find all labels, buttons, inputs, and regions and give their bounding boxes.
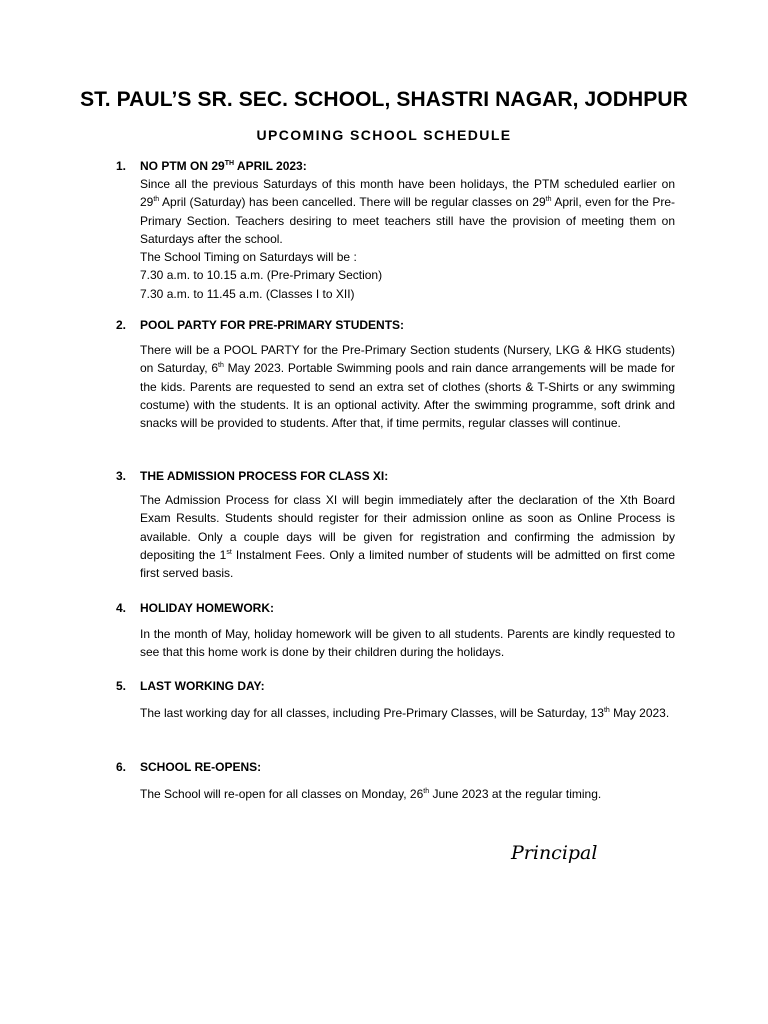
section-heading: HOLIDAY HOMEWORK: — [140, 601, 275, 615]
section-body — [140, 175, 675, 303]
section-body: The last working day for all classes, including Pre-Primary Classes, will be Saturday, 13th May 2023. — [140, 706, 670, 720]
principal-signature: Principal — [511, 842, 598, 864]
section-body: There will be a POOL PARTY for the Pre-Primary Section students (Nursery, LKG & HKG students) on Saturday, 6th May 2023. Portable Swimming pools and rain dance arrangements will be made for the kids. Parents are requested to send an extra set of clothes (shorts & T-Shirts or any swimming costume) with the students. It is an optional activity. After the swimming programme, soft drink and snacks will be provided to students. After that, if time permits, regular classes will continue. — [140, 343, 675, 431]
school-title: ST. PAUL’S SR. SEC. SCHOOL, SHASTRI NAGAR, JODHPUR — [80, 88, 688, 111]
section-number: 3. — [116, 469, 127, 483]
paragraph: Since all the previous Saturdays of this month have been holidays, the PTM scheduled earlier on 29th April (Saturday) has been cancelled. There will be regular classes on 29th April, even for the Pre-Primary Section. Teachers desiring to meet teachers still have the provision of meeting them on Saturdays after the school. — [140, 177, 675, 246]
section-number: 1. — [116, 159, 127, 173]
timing-preprimary: 7.30 a.m. to 10.15 a.m. (Pre-Primary Section) — [140, 268, 383, 283]
schedule-title: UPCOMING SCHOOL SCHEDULE — [256, 127, 512, 143]
timing-label: The School Timing on Saturdays will be : — [140, 250, 357, 265]
section-body: The Admission Process for class XI will begin immediately after the declaration of the Xth Board Exam Results. Students should register for their admission online as soon as Online Process is available. Only a couple days will be given for registration and confirming the admission by depositing the 1st Instalment Fees. Only a limited number of students will be admitted on first come first served basis. — [140, 493, 675, 581]
section-number: 6. — [116, 760, 127, 774]
section-heading: NO PTM ON 29TH APRIL 2023: — [140, 159, 307, 173]
timing-classes: 7.30 a.m. to 11.45 a.m. (Classes I to XII) — [140, 286, 355, 301]
section-number: 2. — [116, 318, 127, 332]
section-heading: LAST WORKING DAY: — [140, 679, 265, 693]
section-body: In the month of May, holiday homework will be given to all students. Parents are kindly requested to see that this home work is done by their children during the holidays. — [140, 627, 675, 660]
section-heading: POOL PARTY FOR PRE-PRIMARY STUDENTS: — [140, 318, 405, 332]
section-heading: SCHOOL RE-OPENS: — [140, 760, 262, 774]
section-body: The School will re-open for all classes on Monday, 26th June 2023 at the regular timing. — [140, 787, 602, 801]
section-number: 5. — [116, 679, 127, 693]
section-number: 4. — [116, 601, 127, 615]
section-heading: THE ADMISSION PROCESS FOR CLASS XI: — [140, 469, 389, 483]
